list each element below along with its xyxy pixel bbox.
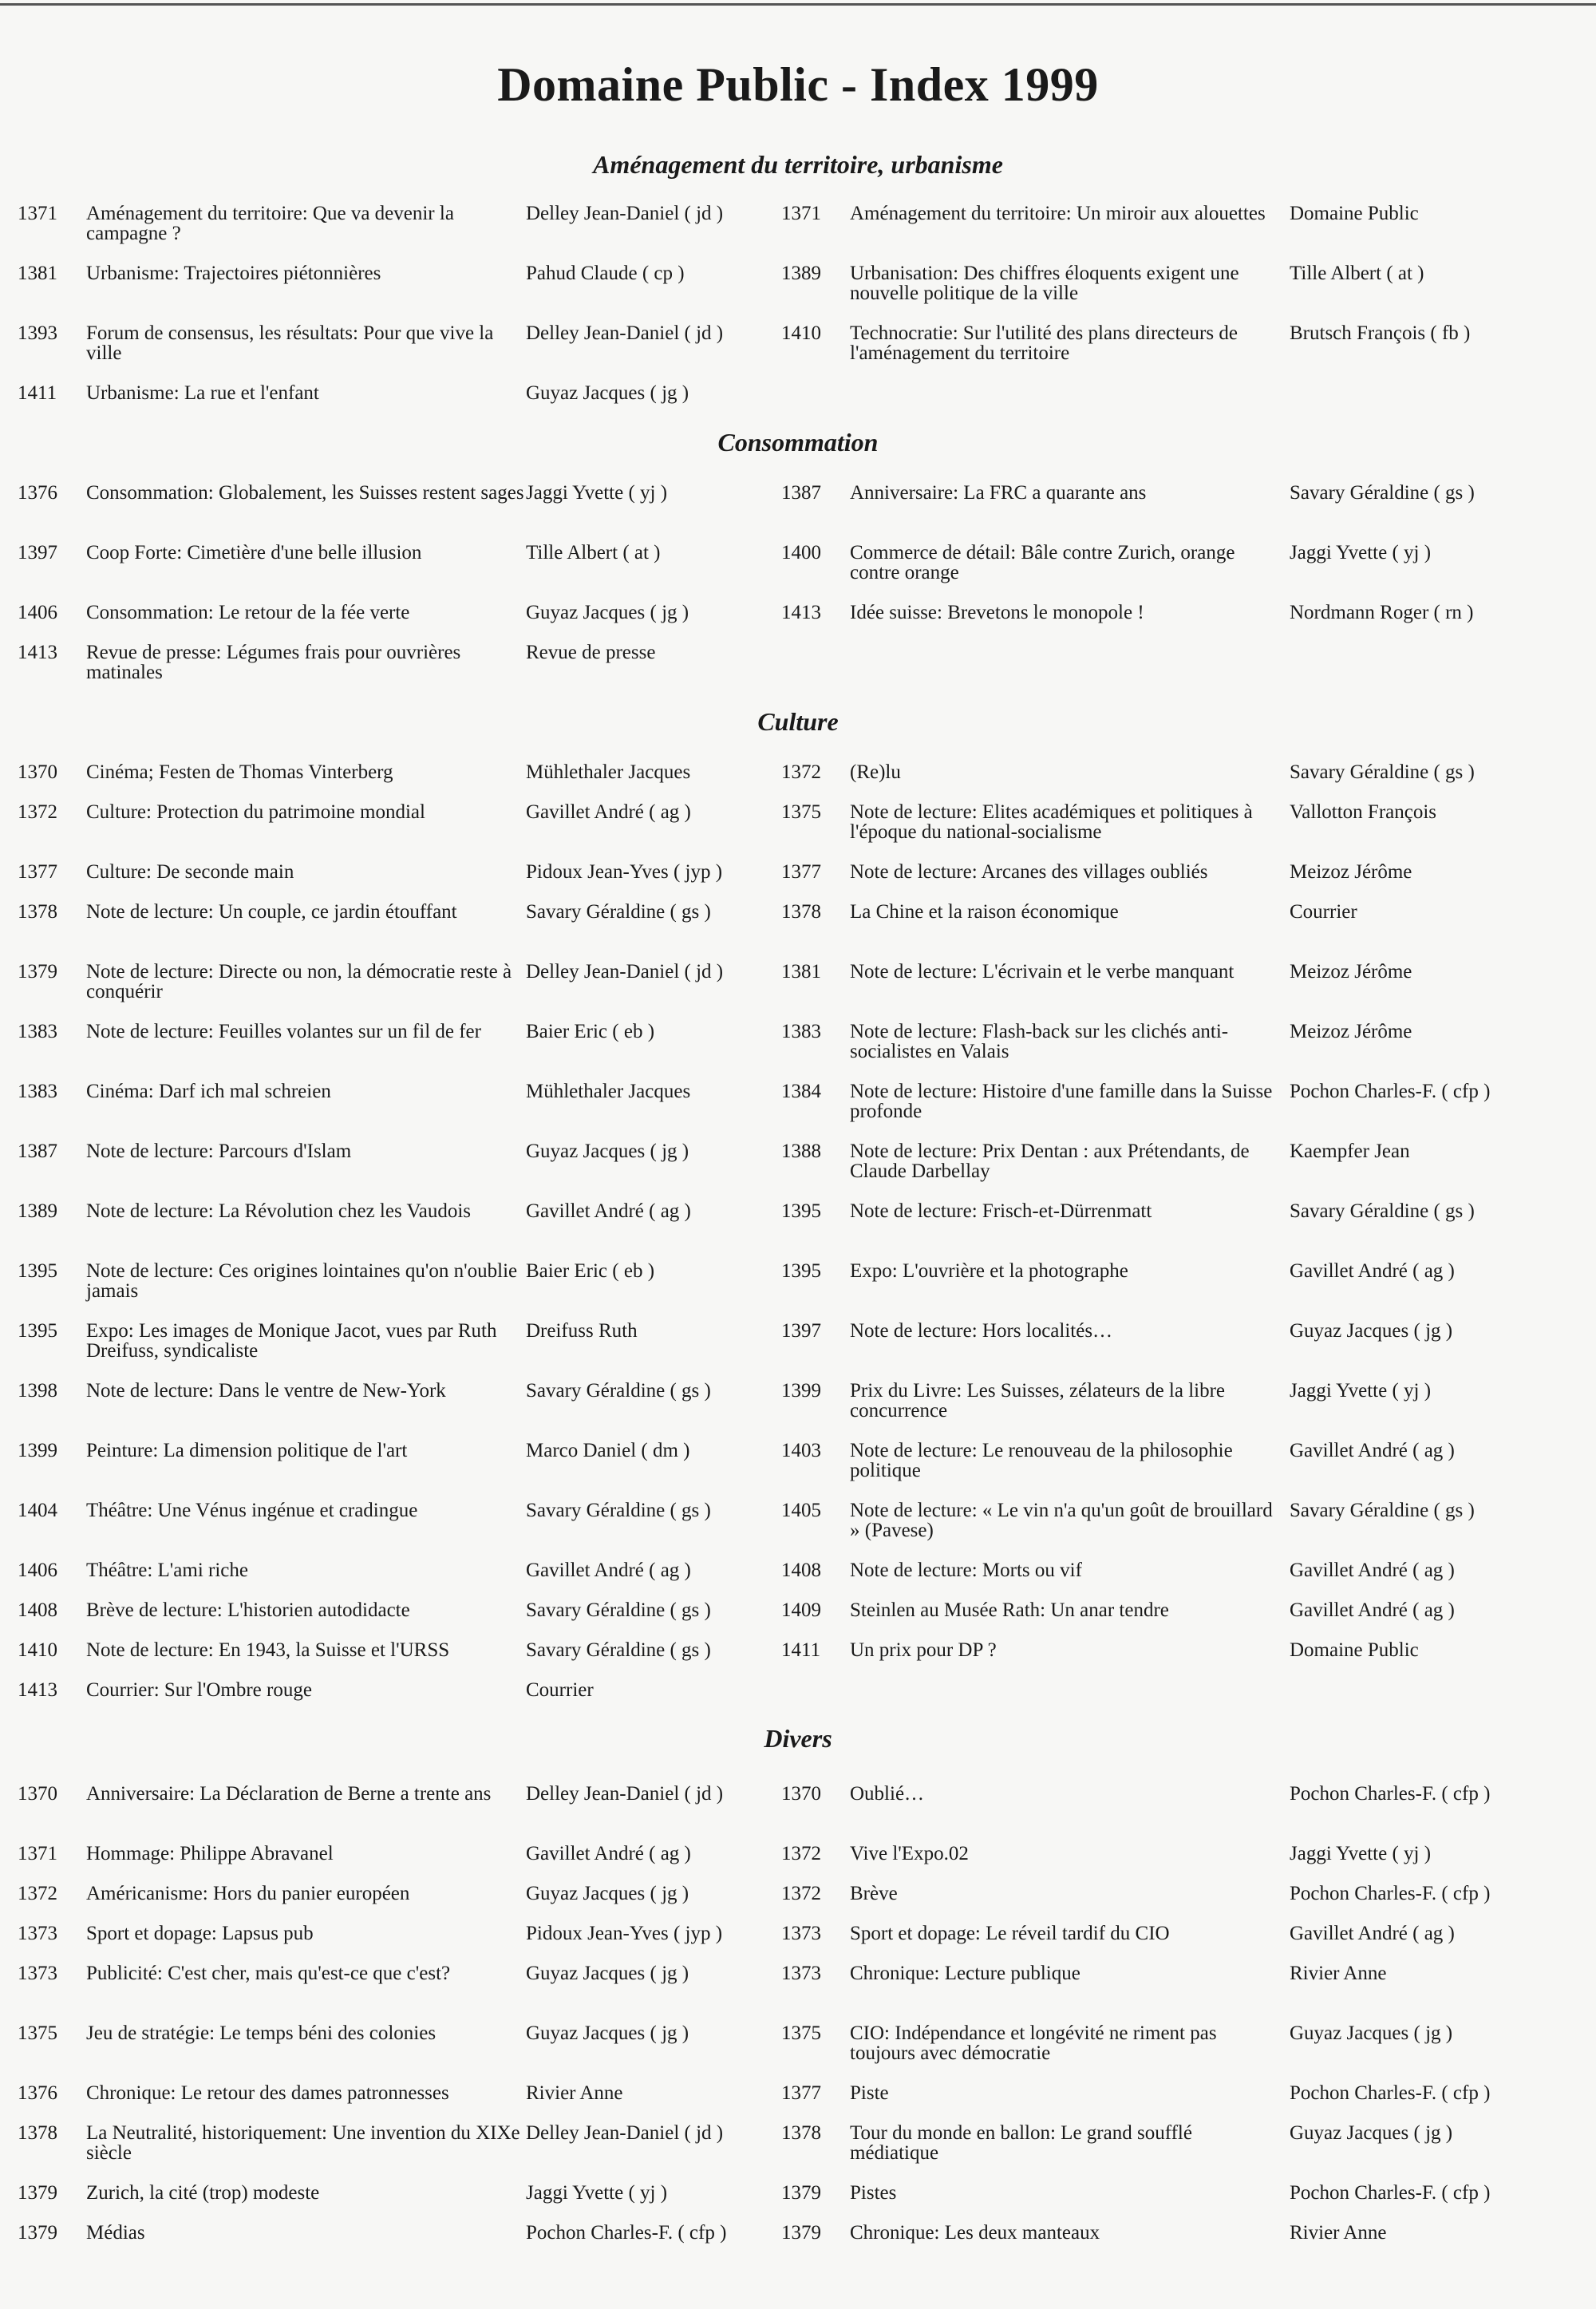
issue-number: 1379 xyxy=(781,2222,821,2244)
article-title: Note de lecture: L'écrivain et le verbe manquant xyxy=(850,961,1235,983)
issue-number: 1379 xyxy=(18,2222,57,2244)
issue-number: 1375 xyxy=(781,2022,821,2044)
article-title: Steinlen au Musée Rath: Un anar tendre xyxy=(850,1599,1169,1621)
article-author: Courrier xyxy=(526,1679,594,1701)
article-title: Chronique: Les deux manteaux xyxy=(850,2222,1100,2244)
issue-number: 1409 xyxy=(781,1599,821,1621)
article-author: Domaine Public xyxy=(1290,1639,1419,1661)
article-author: Pochon Charles-F. ( cfp ) xyxy=(1290,2082,1491,2104)
article-author: Delley Jean-Daniel ( jd ) xyxy=(526,2122,724,2144)
article-author: Jaggi Yvette ( yj ) xyxy=(526,2182,668,2204)
article-title: CIO: Indépendance et longévité ne riment pas toujours avec démocratie xyxy=(850,2022,1217,2064)
issue-number: 1408 xyxy=(781,1560,821,1581)
article-title: Note de lecture: Hors localités… xyxy=(850,1320,1113,1342)
article-author: Gavillet André ( ag ) xyxy=(526,1200,691,1222)
issue-number: 1371 xyxy=(18,1843,57,1864)
article-title: Brève de lecture: L'historien autodidacte xyxy=(86,1599,410,1621)
article-author: Mühlethaler Jacques xyxy=(526,761,691,783)
issue-number: 1400 xyxy=(781,542,821,563)
article-author: Delley Jean-Daniel ( jd ) xyxy=(526,961,724,983)
article-title: Chronique: Le retour des dames patronnesses xyxy=(86,2082,449,2104)
article-title: Jeu de stratégie: Le temps béni des colonies xyxy=(86,2022,437,2044)
issue-number: 1383 xyxy=(781,1021,821,1042)
issue-number: 1413 xyxy=(18,642,57,663)
article-author: Pochon Charles-F. ( cfp ) xyxy=(1290,1081,1491,1102)
issue-number: 1406 xyxy=(18,1560,57,1581)
issue-number: 1371 xyxy=(781,203,821,224)
article-title: Consommation: Le retour de la fée verte xyxy=(86,602,410,623)
article-title: Note de lecture: La Révolution chez les Vaudois xyxy=(86,1200,472,1222)
article-title: La Chine et la raison économique xyxy=(850,901,1119,923)
issue-number: 1410 xyxy=(18,1639,57,1661)
issue-number: 1372 xyxy=(781,761,821,783)
article-author: Vallotton François xyxy=(1290,801,1437,823)
issue-number: 1372 xyxy=(18,801,57,823)
article-author: Baier Eric ( eb ) xyxy=(526,1021,655,1042)
article-title: Hommage: Philippe Abravanel xyxy=(86,1843,334,1864)
article-title: Aménagement du territoire: Un miroir aux alouettes xyxy=(850,203,1266,224)
article-title: (Re)lu xyxy=(850,761,901,783)
issue-number: 1371 xyxy=(18,203,57,224)
issue-number: 1411 xyxy=(18,382,57,404)
article-title: Note de lecture: Un couple, ce jardin étouffant xyxy=(86,901,457,923)
issue-number: 1406 xyxy=(18,602,57,623)
article-title: Théâtre: Une Vénus ingénue et cradingue xyxy=(86,1500,418,1521)
article-title: Vive l'Expo.02 xyxy=(850,1843,969,1864)
article-title: Piste xyxy=(850,2082,889,2104)
article-author: Pochon Charles-F. ( cfp ) xyxy=(1290,2182,1491,2204)
article-title: Cinéma: Darf ich mal schreien xyxy=(86,1081,331,1102)
article-author: Meizoz Jérôme xyxy=(1290,1021,1412,1042)
issue-number: 1388 xyxy=(781,1141,821,1162)
issue-number: 1389 xyxy=(18,1200,57,1222)
issue-number: 1378 xyxy=(781,901,821,923)
issue-number: 1395 xyxy=(781,1260,821,1282)
article-author: Savary Géraldine ( gs ) xyxy=(526,901,711,923)
issue-number: 1395 xyxy=(18,1320,57,1342)
article-author: Tille Albert ( at ) xyxy=(526,542,661,563)
section-title: Culture xyxy=(757,707,839,736)
article-title: Médias xyxy=(86,2222,145,2244)
issue-number: 1413 xyxy=(18,1679,57,1701)
article-author: Courrier xyxy=(1290,901,1357,923)
article-title: Urbanisme: Trajectoires piétonnières xyxy=(86,263,381,284)
article-title: Note de lecture: Dans le ventre de New-York xyxy=(86,1380,446,1402)
article-title: Culture: De seconde main xyxy=(86,861,294,883)
article-author: Meizoz Jérôme xyxy=(1290,961,1412,983)
article-author: Meizoz Jérôme xyxy=(1290,861,1412,883)
article-author: Mühlethaler Jacques xyxy=(526,1081,691,1102)
article-title: Anniversaire: La FRC a quarante ans xyxy=(850,482,1147,504)
article-title: Zurich, la cité (trop) modeste xyxy=(86,2182,320,2204)
article-title: Urbanisation: Des chiffres éloquents exigent une nouvelle politique de la ville xyxy=(850,263,1239,304)
article-author: Jaggi Yvette ( yj ) xyxy=(1290,1843,1432,1864)
article-author: Savary Géraldine ( gs ) xyxy=(526,1380,711,1402)
article-title: Courrier: Sur l'Ombre rouge xyxy=(86,1679,312,1701)
article-author: Rivier Anne xyxy=(1290,1963,1387,1984)
issue-number: 1405 xyxy=(781,1500,821,1521)
article-author: Rivier Anne xyxy=(1290,2222,1387,2244)
issue-number: 1411 xyxy=(781,1639,821,1661)
issue-number: 1381 xyxy=(781,961,821,983)
article-author: Gavillet André ( ag ) xyxy=(526,1843,691,1864)
article-author: Kaempfer Jean xyxy=(1290,1141,1410,1162)
article-title: Note de lecture: Morts ou vif xyxy=(850,1560,1082,1581)
issue-number: 1378 xyxy=(781,2122,821,2144)
article-title: Note de lecture: Frisch-et-Dürrenmatt xyxy=(850,1200,1152,1222)
article-author: Rivier Anne xyxy=(526,2082,623,2104)
issue-number: 1373 xyxy=(18,1923,57,1944)
article-author: Savary Géraldine ( gs ) xyxy=(526,1639,711,1661)
article-title: Brève xyxy=(850,1883,898,1904)
issue-number: 1378 xyxy=(18,2122,57,2144)
issue-number: 1387 xyxy=(18,1141,57,1162)
issue-number: 1398 xyxy=(18,1380,57,1402)
issue-number: 1373 xyxy=(781,1963,821,1984)
article-author: Guyaz Jacques ( jg ) xyxy=(1290,2122,1453,2144)
article-author: Jaggi Yvette ( yj ) xyxy=(1290,542,1432,563)
article-author: Domaine Public xyxy=(1290,203,1419,224)
article-title: Urbanisme: La rue et l'enfant xyxy=(86,382,319,404)
issue-number: 1370 xyxy=(18,761,57,783)
issue-number: 1372 xyxy=(18,1883,57,1904)
article-author: Pidoux Jean-Yves ( jyp ) xyxy=(526,861,723,883)
issue-number: 1397 xyxy=(18,542,57,563)
issue-number: 1384 xyxy=(781,1081,821,1102)
article-title: Revue de presse: Légumes frais pour ouvrières matinales xyxy=(86,642,461,683)
issue-number: 1377 xyxy=(781,861,821,883)
article-author: Pahud Claude ( cp ) xyxy=(526,263,685,284)
article-author: Guyaz Jacques ( jg ) xyxy=(1290,1320,1453,1342)
article-title: Idée suisse: Brevetons le monopole ! xyxy=(850,602,1144,623)
article-title: Commerce de détail: Bâle contre Zurich, orange contre orange xyxy=(850,542,1235,583)
article-author: Delley Jean-Daniel ( jd ) xyxy=(526,322,724,344)
article-title: Note de lecture: Ces origines lointaines qu'on n'oublie jamais xyxy=(86,1260,518,1302)
article-title: Note de lecture: Parcours d'Islam xyxy=(86,1141,352,1162)
article-author: Tille Albert ( at ) xyxy=(1290,263,1424,284)
article-author: Pidoux Jean-Yves ( jyp ) xyxy=(526,1923,723,1944)
issue-number: 1397 xyxy=(781,1320,821,1342)
issue-number: 1381 xyxy=(18,263,57,284)
article-author: Guyaz Jacques ( jg ) xyxy=(526,1883,689,1904)
article-title: Chronique: Lecture publique xyxy=(850,1963,1080,1984)
issue-number: 1395 xyxy=(18,1260,57,1282)
issue-number: 1370 xyxy=(781,1783,821,1805)
issue-number: 1403 xyxy=(781,1440,821,1461)
article-author: Jaggi Yvette ( yj ) xyxy=(526,482,668,504)
issue-number: 1376 xyxy=(18,2082,57,2104)
article-title: Aménagement du territoire: Que va devenir la campagne ? xyxy=(86,203,454,244)
issue-number: 1399 xyxy=(781,1380,821,1402)
issue-number: 1395 xyxy=(781,1200,821,1222)
article-title: Américanisme: Hors du panier européen xyxy=(86,1883,410,1904)
article-author: Delley Jean-Daniel ( jd ) xyxy=(526,203,724,224)
article-author: Guyaz Jacques ( jg ) xyxy=(526,1963,689,1984)
article-author: Pochon Charles-F. ( cfp ) xyxy=(526,2222,727,2244)
article-author: Pochon Charles-F. ( cfp ) xyxy=(1290,1783,1491,1805)
article-title: Note de lecture: Histoire d'une famille dans la Suisse profonde xyxy=(850,1081,1273,1122)
issue-number: 1379 xyxy=(18,2182,57,2204)
issue-number: 1370 xyxy=(18,1783,57,1805)
article-title: Coop Forte: Cimetière d'une belle illusion xyxy=(86,542,422,563)
section-title: Consommation xyxy=(717,428,879,457)
article-title: Note de lecture: Prix Dentan : aux Prétendants, de Claude Darbellay xyxy=(850,1141,1250,1182)
article-author: Gavillet André ( ag ) xyxy=(1290,1440,1455,1461)
article-title: Note de lecture: Le renouveau de la philosophie politique xyxy=(850,1440,1233,1481)
issue-number: 1378 xyxy=(18,901,57,923)
article-author: Savary Géraldine ( gs ) xyxy=(526,1500,711,1521)
issue-number: 1375 xyxy=(781,801,821,823)
issue-number: 1379 xyxy=(18,961,57,983)
issue-number: 1404 xyxy=(18,1500,57,1521)
article-author: Guyaz Jacques ( jg ) xyxy=(526,602,689,623)
article-author: Gavillet André ( ag ) xyxy=(1290,1560,1455,1581)
article-title: Note de lecture: Directe ou non, la démocratie reste à conquérir xyxy=(86,961,512,1002)
article-author: Guyaz Jacques ( jg ) xyxy=(526,1141,689,1162)
article-author: Gavillet André ( ag ) xyxy=(1290,1260,1455,1282)
article-author: Delley Jean-Daniel ( jd ) xyxy=(526,1783,724,1805)
article-title: Sport et dopage: Le réveil tardif du CIO xyxy=(850,1923,1170,1944)
article-author: Savary Géraldine ( gs ) xyxy=(1290,1200,1475,1222)
article-title: Un prix pour DP ? xyxy=(850,1639,997,1661)
article-author: Guyaz Jacques ( jg ) xyxy=(1290,2022,1453,2044)
issue-number: 1399 xyxy=(18,1440,57,1461)
issue-number: 1383 xyxy=(18,1021,57,1042)
issue-number: 1377 xyxy=(781,2082,821,2104)
issue-number: 1383 xyxy=(18,1081,57,1102)
article-author: Dreifuss Ruth xyxy=(526,1320,638,1342)
issue-number: 1393 xyxy=(18,322,57,344)
article-author: Marco Daniel ( dm ) xyxy=(526,1440,690,1461)
article-title: Peinture: La dimension politique de l'art xyxy=(86,1440,408,1461)
article-author: Jaggi Yvette ( yj ) xyxy=(1290,1380,1432,1402)
article-title: Technocratie: Sur l'utilité des plans directeurs de l'aménagement du territoire xyxy=(850,322,1238,364)
page-title: Domaine Public - Index 1999 xyxy=(497,58,1099,111)
article-title: Note de lecture: Elites académiques et politiques à l'époque du national-socialisme xyxy=(850,801,1253,843)
article-title: Note de lecture: Flash-back sur les clichés anti-socialistes en Valais xyxy=(850,1021,1229,1062)
issue-number: 1379 xyxy=(781,2182,821,2204)
article-author: Savary Géraldine ( gs ) xyxy=(1290,761,1475,783)
article-title: Note de lecture: Arcanes des villages oubliés xyxy=(850,861,1208,883)
issue-number: 1373 xyxy=(781,1923,821,1944)
top-rule xyxy=(0,3,1596,6)
article-title: Publicité: C'est cher, mais qu'est-ce que c'est? xyxy=(86,1963,451,1984)
article-author: Savary Géraldine ( gs ) xyxy=(1290,1500,1475,1521)
issue-number: 1372 xyxy=(781,1843,821,1864)
article-title: Forum de consensus, les résultats: Pour que vive la ville xyxy=(86,322,494,364)
issue-number: 1373 xyxy=(18,1963,57,1984)
article-author: Gavillet André ( ag ) xyxy=(1290,1599,1455,1621)
article-author: Nordmann Roger ( rn ) xyxy=(1290,602,1474,623)
issue-number: 1413 xyxy=(781,602,821,623)
issue-number: 1389 xyxy=(781,263,821,284)
article-title: Note de lecture: En 1943, la Suisse et l'URSS xyxy=(86,1639,450,1661)
article-author: Baier Eric ( eb ) xyxy=(526,1260,655,1282)
article-title: Tour du monde en ballon: Le grand soufflé médiatique xyxy=(850,2122,1192,2164)
issue-number: 1377 xyxy=(18,861,57,883)
article-title: Expo: Les images de Monique Jacot, vues par Ruth Dreifuss, syndicaliste xyxy=(86,1320,497,1362)
article-title: Théâtre: L'ami riche xyxy=(86,1560,249,1581)
article-title: Cinéma; Festen de Thomas Vinterberg xyxy=(86,761,393,783)
issue-number: 1410 xyxy=(781,322,821,344)
article-title: Prix du Livre: Les Suisses, zélateurs de la libre concurrence xyxy=(850,1380,1226,1421)
article-title: La Neutralité, historiquement: Une invention du XIXe siècle xyxy=(86,2122,520,2164)
article-title: Expo: L'ouvrière et la photographe xyxy=(850,1260,1128,1282)
issue-number: 1372 xyxy=(781,1883,821,1904)
article-title: Note de lecture: « Le vin n'a qu'un goût de brouillard » (Pavese) xyxy=(850,1500,1273,1541)
issue-number: 1376 xyxy=(18,482,57,504)
article-author: Brutsch François ( fb ) xyxy=(1290,322,1471,344)
section-title: Aménagement du territoire, urbanisme xyxy=(593,150,1003,179)
article-title: Consommation: Globalement, les Suisses restent sages xyxy=(86,482,524,504)
article-author: Savary Géraldine ( gs ) xyxy=(526,1599,711,1621)
article-title: Pistes xyxy=(850,2182,897,2204)
article-author: Guyaz Jacques ( jg ) xyxy=(526,2022,689,2044)
article-title: Anniversaire: La Déclaration de Berne a trente ans xyxy=(86,1783,492,1805)
article-author: Guyaz Jacques ( jg ) xyxy=(526,382,689,404)
article-author: Revue de presse xyxy=(526,642,656,663)
article-title: Culture: Protection du patrimoine mondial xyxy=(86,801,425,823)
issue-number: 1387 xyxy=(781,482,821,504)
article-title: Sport et dopage: Lapsus pub xyxy=(86,1923,314,1944)
article-author: Gavillet André ( ag ) xyxy=(1290,1923,1455,1944)
article-title: Note de lecture: Feuilles volantes sur un fil de fer xyxy=(86,1021,481,1042)
article-author: Gavillet André ( ag ) xyxy=(526,1560,691,1581)
section-title: Divers xyxy=(764,1724,832,1753)
issue-number: 1375 xyxy=(18,2022,57,2044)
article-title: Oublié… xyxy=(850,1783,925,1805)
article-author: Pochon Charles-F. ( cfp ) xyxy=(1290,1883,1491,1904)
article-author: Gavillet André ( ag ) xyxy=(526,801,691,823)
article-author: Savary Géraldine ( gs ) xyxy=(1290,482,1475,504)
issue-number: 1408 xyxy=(18,1599,57,1621)
